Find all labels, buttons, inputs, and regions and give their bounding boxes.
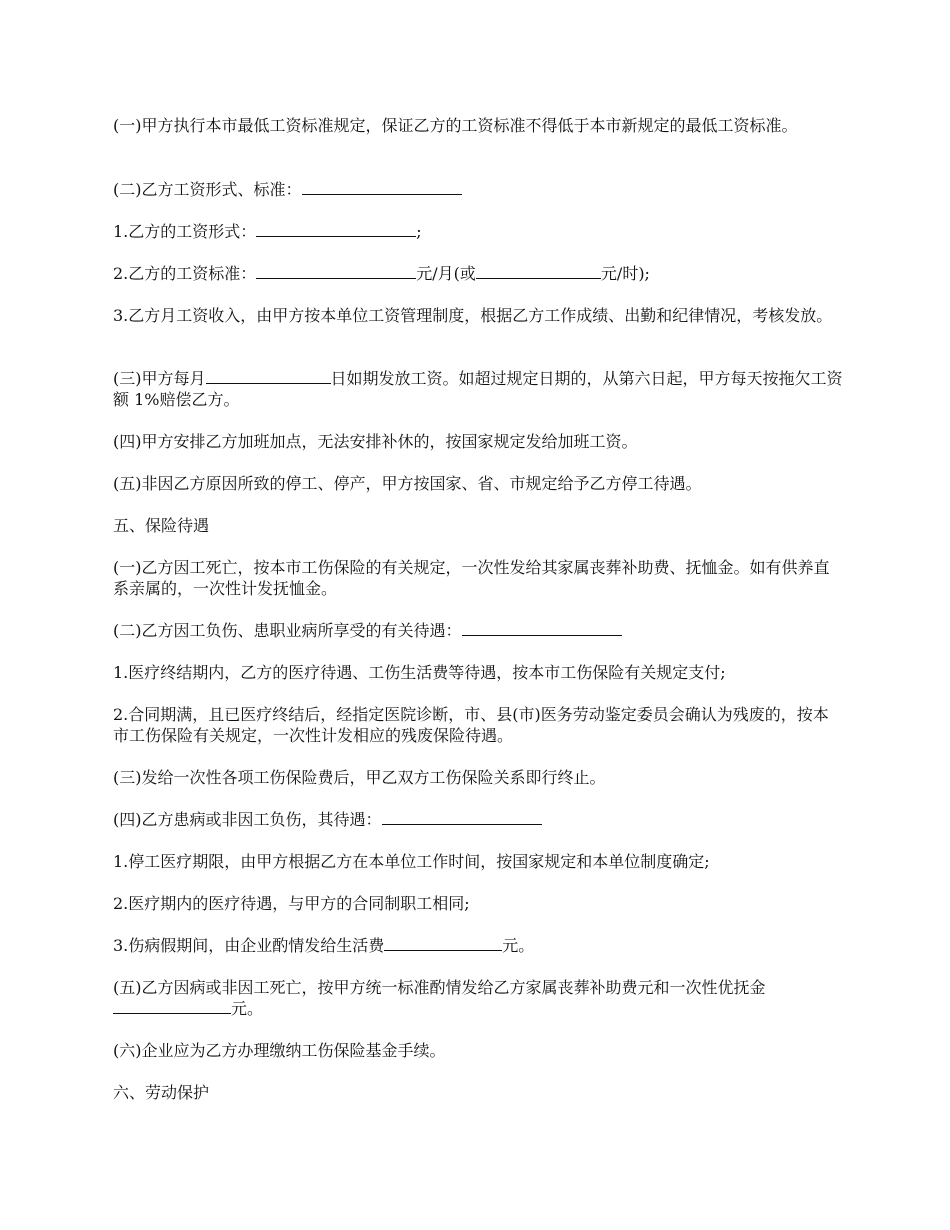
clause-medical-treatment xyxy=(113,893,843,914)
clause-text: 元。 xyxy=(502,936,535,955)
clause-insurance-fund xyxy=(113,1040,843,1061)
clause-text: 元/时); xyxy=(600,264,650,283)
clause-text: (五)非因乙方原因所致的停工、停产，甲方按国家、省、市规定给予乙方停工待遇。 xyxy=(113,474,702,493)
clause-text: 2.医疗期内的医疗待遇，与甲方的合同制职工相同; xyxy=(113,894,470,913)
clause-text: 1.乙方的工资形式： xyxy=(113,222,257,241)
clause-wage-form xyxy=(113,221,843,242)
fill-blank[interactable] xyxy=(384,935,502,951)
clause-text: 1.停工医疗期限，由甲方根据乙方在本单位工作时间，按国家规定和本单位制度确定; xyxy=(113,852,710,871)
clause-medical-term xyxy=(113,662,843,683)
clause-text: 2.乙方的工资标准： xyxy=(113,264,257,283)
clause-non-duty-death xyxy=(113,977,843,1019)
clause-pay-day xyxy=(113,368,843,410)
clause-text: (四)甲方安排乙方加班加点，无法安排补休的，按国家规定发给加班工资。 xyxy=(113,432,638,451)
clause-death-on-duty xyxy=(113,557,843,599)
clause-injury-benefits xyxy=(113,620,843,641)
fill-blank[interactable] xyxy=(256,221,416,237)
clause-disability xyxy=(113,704,843,746)
heading-text: 五、保险待遇 xyxy=(113,516,210,535)
fill-blank[interactable] xyxy=(476,263,601,279)
clause-monthly-income xyxy=(113,305,843,326)
clause-text: 2.合同期满，且已医疗终结后，经指定医院诊断，市、县(市)医务劳动鉴定委员会确认为残废的，按本市工伤保险有关规定，一次性计发相应的残废保险待遇。 xyxy=(113,705,829,745)
fill-blank[interactable] xyxy=(462,620,622,636)
fill-blank[interactable] xyxy=(206,368,331,384)
clause-wage-form-standard xyxy=(113,179,843,200)
clause-wage-standard xyxy=(113,263,843,284)
clause-sick-leave-period xyxy=(113,851,843,872)
clause-text: 元/月(或 xyxy=(416,264,476,283)
clause-text: (五)乙方因病或非因工死亡，按甲方统一标准酌情发给乙方家属丧葬补助费元和一次性优抚金 xyxy=(113,978,766,997)
clause-text: (二)乙方工资形式、标准： xyxy=(113,180,302,199)
clause-living-allowance xyxy=(113,935,843,956)
clause-min-wage xyxy=(113,115,843,136)
section-heading-labor-protection xyxy=(113,1082,843,1103)
clause-text: 元。 xyxy=(231,999,264,1018)
clause-text: 1.医疗终结期内，乙方的医疗待遇、工伤生活费等待遇，按本市工伤保险有关规定支付; xyxy=(113,663,726,682)
clause-overtime xyxy=(113,431,843,452)
clause-text: (一)乙方因工死亡，按本市工伤保险的有关规定，一次性发给其家属丧葬补助费、抚恤金。如有供养直系亲属的，一次性计发抚恤金。 xyxy=(113,558,830,598)
fill-blank[interactable] xyxy=(302,179,462,195)
clause-text: (六)企业应为乙方办理缴纳工伤保险基金手续。 xyxy=(113,1041,446,1060)
section-heading-insurance xyxy=(113,515,843,536)
fill-blank[interactable] xyxy=(382,809,542,825)
clause-text: (三)发给一次性各项工伤保险费后，甲乙双方工伤保险关系即行终止。 xyxy=(113,768,606,787)
clause-text: (三)甲方每月 xyxy=(113,369,206,388)
fill-blank[interactable] xyxy=(256,263,416,279)
clause-text: (四)乙方患病或非因工负伤，其待遇： xyxy=(113,810,382,829)
clause-text: (二)乙方因工负伤、患职业病所享受的有关待遇： xyxy=(113,621,462,640)
clause-insurance-termination xyxy=(113,767,843,788)
clause-text: (一)甲方执行本市最低工资标准规定，保证乙方的工资标准不得低于本市新规定的最低工资标准。 xyxy=(113,116,798,135)
clause-text: 日如期发放工资。如超过规定日期的，从第六日起，甲方每天按拖欠工资额 1%赔偿乙方。 xyxy=(113,369,843,409)
fill-blank[interactable] xyxy=(113,998,231,1014)
clause-text: ; xyxy=(416,222,422,241)
clause-text: 3.乙方月工资收入，由甲方按本单位工资管理制度，根据乙方工作成绩、出勤和纪律情况，考核发放。 xyxy=(113,306,833,325)
heading-text: 六、劳动保护 xyxy=(113,1083,210,1102)
clause-text: 3.伤病假期间，由企业酌情发给生活费 xyxy=(113,936,385,955)
clause-work-stoppage xyxy=(113,473,843,494)
clause-illness-benefits xyxy=(113,809,843,830)
